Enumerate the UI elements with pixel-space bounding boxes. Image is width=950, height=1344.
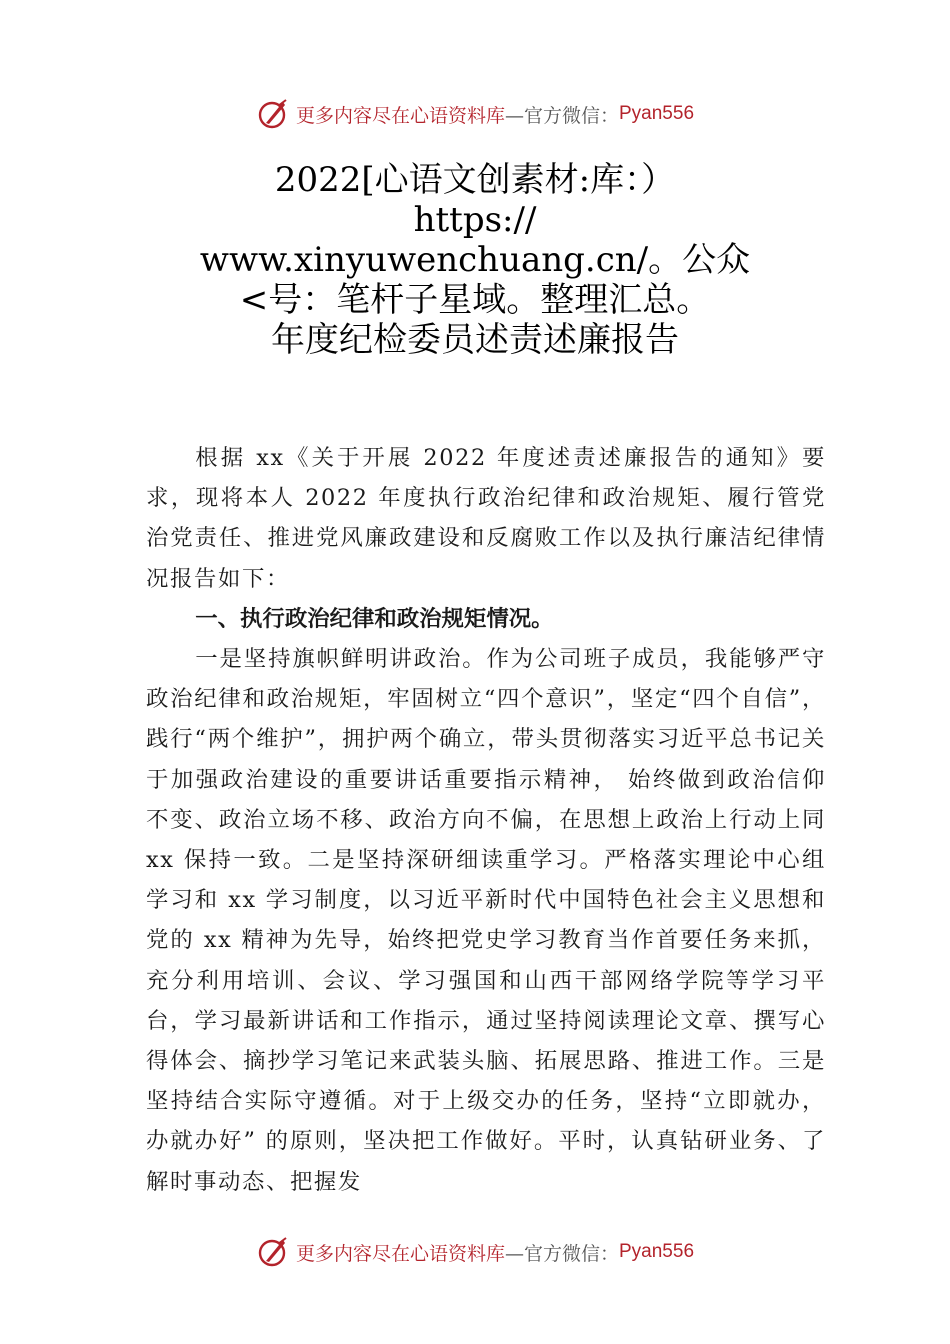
title-line-1: 2022[心语文创素材:库：） (274, 160, 676, 200)
banner-wechat-id: Pyan556 (619, 103, 695, 124)
banner-wechat-id: Pyan556 (619, 1241, 695, 1262)
header-banner (0, 94, 950, 134)
quill-logo-icon (256, 1235, 290, 1269)
title-line-3: www.xinyuwenchuang.cn/。公众 (199, 240, 751, 280)
banner-separator-text: —官方微信： (504, 1242, 619, 1265)
section-1-paragraph: 一是坚持旗帜鲜明讲政治。作为公司班子成员，我能够严守政治纪律和政治规矩，牢固树立“四个意识”，坚定“四个自信”，践行“两个维护”，拥护两个确立，带头贯彻落实习近平总书记关于加强政治建设的重要讲话重要指示精神， 始终做到政治信仰不变、政治立场不移、政治方向不偏，在思想上政治上行动上同 xx 保持一致。二是坚持深研细读重学习。严格落实理论中心组学习和 xx 学习制度，以习近平新时代中国特色社会主义思想和党的 xx 精神为先导，始终把党史学习教育当作首要任务来抓，充分利用培训、会议、学习强国和山西干部网络学院等学习平台，学习最新讲话和工作指示，通过坚持阅读理论文章、撰写心得体会、摘抄学习笔记来武装头脑、拓展思路、推进工作。三是坚持结合实际守遵循。对于上级交办的任务，坚持“立即就办，办就办好” 的原则，坚决把工作做好。平时，认真钻研业务、了解时事动态、把握发 (146, 646, 826, 1195)
footer-banner (0, 1232, 950, 1272)
banner-brand-text: 更多内容尽在心语资料库 (295, 104, 505, 127)
intro-paragraph: 根据 xx《关于开展 2022 年度述责述廉报告的通知》要求，现将本人 2022 年度执行政治纪律和政治规矩、履行管党治党责任、推进党风廉政建设和反腐败工作以及执行廉洁纪律情况报告如下： (146, 445, 826, 592)
quill-logo-icon (256, 97, 290, 131)
banner-brand-text: 更多内容尽在心语资料库 (295, 1242, 505, 1265)
title-line-5: 年度纪检委员述责述廉报告 (271, 320, 679, 360)
title-line-4: <号：笔杆子星域。整理汇总。 (239, 280, 711, 320)
document-title (100, 160, 850, 360)
document-body (146, 438, 826, 1202)
section-heading-1: 一、执行政治纪律和政治规矩情况。 (195, 605, 554, 632)
title-line-2: https:// (413, 200, 537, 240)
banner-separator-text: —官方微信： (504, 104, 619, 127)
